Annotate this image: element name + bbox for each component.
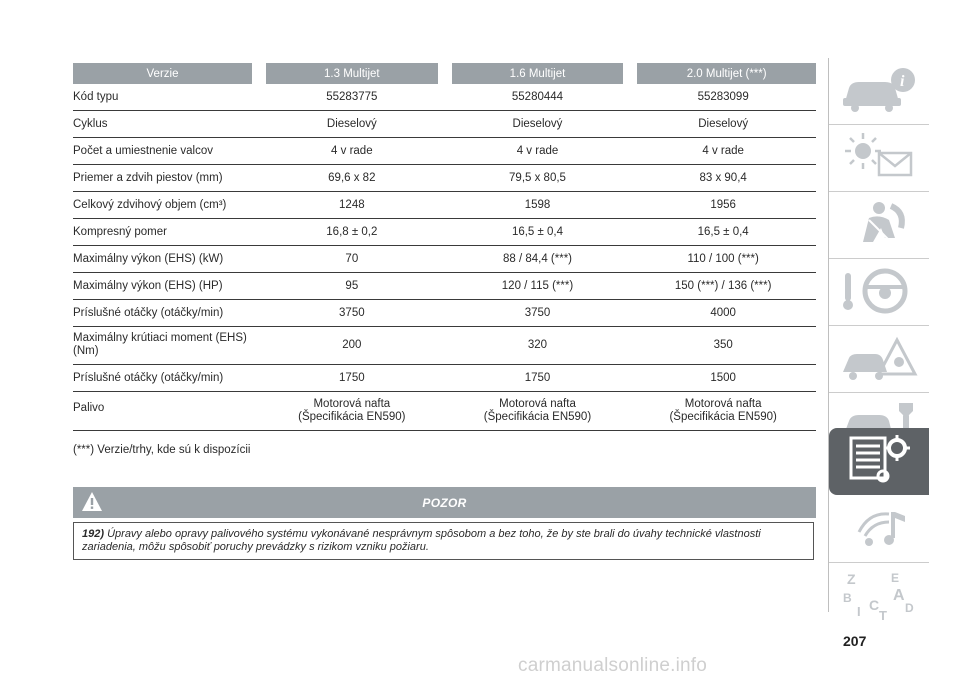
row-value: 55283099 — [630, 84, 816, 111]
fuel-type: Motorová nafta — [499, 398, 576, 410]
row-label: Cyklus — [73, 111, 259, 138]
index-letter: D — [905, 601, 914, 615]
index-letter: Z — [847, 571, 856, 587]
row-label: Príslušné otáčky (otáčky/min) — [73, 365, 259, 392]
tab-car-info[interactable] — [829, 58, 929, 125]
row-label: Maximálny výkon (EHS) (HP) — [73, 273, 259, 300]
row-value — [445, 392, 631, 431]
row-value: 16,5 ± 0,4 — [630, 219, 816, 246]
index-letters-icon — [839, 570, 919, 625]
tab-starting-driving[interactable] — [829, 259, 929, 326]
row-label: Kompresný pomer — [73, 219, 259, 246]
row-label: Celkový zdvihový objem (cm³) — [73, 192, 259, 219]
row-value: 16,8 ± 0,2 — [259, 219, 445, 246]
row-label: Počet a umiestnenie valcov — [73, 138, 259, 165]
row-value: 320 — [445, 327, 631, 365]
steering-wheel-key-icon — [839, 265, 919, 320]
list-gear-icon — [839, 432, 919, 491]
warning-box — [73, 522, 814, 560]
row-value: 3750 — [445, 300, 631, 327]
row-value — [259, 392, 445, 431]
technical-spec-table — [73, 63, 816, 431]
index-letter: E — [891, 571, 900, 585]
table-row — [73, 365, 816, 392]
index-letter: I — [857, 604, 861, 619]
multimedia-music-icon — [839, 502, 919, 557]
row-value: 83 x 90,4 — [630, 165, 816, 192]
footnote: (***) Verzie/trhy, kde sú k dispozícii — [73, 444, 251, 456]
warning-text: Úpravy alebo opravy palivového systému vykonávané nesprávnym spôsobom a bez toho, že by ste brali do úvahy technické vlastnosti zariadenia, môžu spôsobiť poruchy prevádzky s rizikom vzniku požiaru. — [82, 528, 761, 553]
row-label: Maximálny výkon (EHS) (kW) — [73, 246, 259, 273]
table-row — [73, 392, 816, 431]
row-value: 70 — [259, 246, 445, 273]
index-letter: B — [843, 591, 852, 605]
table-row — [73, 165, 816, 192]
row-value: 120 / 115 (***) — [445, 273, 631, 300]
row-value: 16,5 ± 0,4 — [445, 219, 631, 246]
row-value: Dieselový — [445, 111, 631, 138]
row-value: 88 / 84,4 (***) — [445, 246, 631, 273]
row-value: 69,6 x 82 — [259, 165, 445, 192]
row-value: 79,5 x 80,5 — [445, 165, 631, 192]
row-label: Kód typu — [73, 84, 259, 111]
row-label: Príslušné otáčky (otáčky/min) — [73, 300, 259, 327]
emergency-car-icon — [839, 332, 919, 387]
row-value: 350 — [630, 327, 816, 365]
tab-technical-data[interactable] — [829, 428, 929, 495]
tab-safety[interactable] — [829, 192, 929, 259]
fuel-spec: (Špecifikácia EN590) — [669, 411, 777, 423]
table-row — [73, 84, 816, 111]
watermark: carmanualsonline.info — [518, 655, 708, 676]
tab-multimedia[interactable] — [829, 496, 929, 563]
warning-title: POZOR — [422, 496, 467, 510]
index-letter: T — [879, 608, 887, 620]
row-value: 150 (***) / 136 (***) — [630, 273, 816, 300]
row-label: Priemer a zdvih piestov (mm) — [73, 165, 259, 192]
tab-index[interactable] — [829, 564, 929, 631]
warning-number: 192) — [82, 528, 105, 540]
row-value: 4 v rade — [259, 138, 445, 165]
row-value: Dieselový — [259, 111, 445, 138]
table-row — [73, 111, 816, 138]
row-value: 1598 — [445, 192, 631, 219]
chapter-sidebar — [828, 58, 929, 620]
tab-warning-lights[interactable] — [829, 125, 929, 192]
row-label-line1: Maximálny krútiaci moment (EHS) — [73, 332, 247, 344]
fuel-spec: (Špecifikácia EN590) — [483, 411, 592, 423]
airbag-safety-icon — [839, 198, 919, 253]
row-value: 55283775 — [259, 84, 445, 111]
table-row — [73, 327, 816, 365]
row-value: 1500 — [630, 365, 816, 392]
table-row — [73, 246, 816, 273]
table-row — [73, 300, 816, 327]
row-value: 4 v rade — [630, 138, 816, 165]
header-version: Verzie — [73, 63, 259, 84]
row-value: 4000 — [630, 300, 816, 327]
row-value — [630, 392, 816, 431]
row-value: 4 v rade — [445, 138, 631, 165]
tab-emergency[interactable] — [829, 326, 929, 393]
row-value: 110 / 100 (***) — [630, 246, 816, 273]
row-value: Dieselový — [630, 111, 816, 138]
row-value: 95 — [259, 273, 445, 300]
row-value: 3750 — [259, 300, 445, 327]
table-row — [73, 192, 816, 219]
header-20-multijet: 2.0 Multijet (***) — [630, 63, 816, 84]
fuel-type: Motorová nafta — [684, 398, 762, 410]
row-value: 1750 — [259, 365, 445, 392]
page-number: 207 — [843, 633, 867, 649]
warning-light-message-icon — [839, 131, 919, 186]
warning-header — [73, 487, 816, 518]
fuel-type: Motorová nafta — [313, 398, 391, 410]
row-label — [73, 327, 259, 365]
table-row — [73, 219, 816, 246]
row-value: 1750 — [445, 365, 631, 392]
car-info-icon — [839, 64, 919, 119]
table-row — [73, 138, 816, 165]
svg-text:i: i — [900, 72, 905, 90]
row-value: 200 — [259, 327, 445, 365]
table-row — [73, 273, 816, 300]
row-label: Palivo — [73, 392, 259, 431]
header-13-multijet: 1.3 Multijet — [259, 63, 445, 84]
index-letter: A — [893, 587, 905, 604]
fuel-spec: (Špecifikácia EN590) — [298, 411, 406, 423]
table-header-row — [73, 63, 816, 84]
row-value: 55280444 — [445, 84, 631, 111]
header-16-multijet: 1.6 Multijet — [445, 63, 631, 84]
index-letter: C — [869, 597, 880, 613]
row-value: 1956 — [630, 192, 816, 219]
row-value: 1248 — [259, 192, 445, 219]
row-label-line2: (Nm) — [73, 345, 99, 357]
